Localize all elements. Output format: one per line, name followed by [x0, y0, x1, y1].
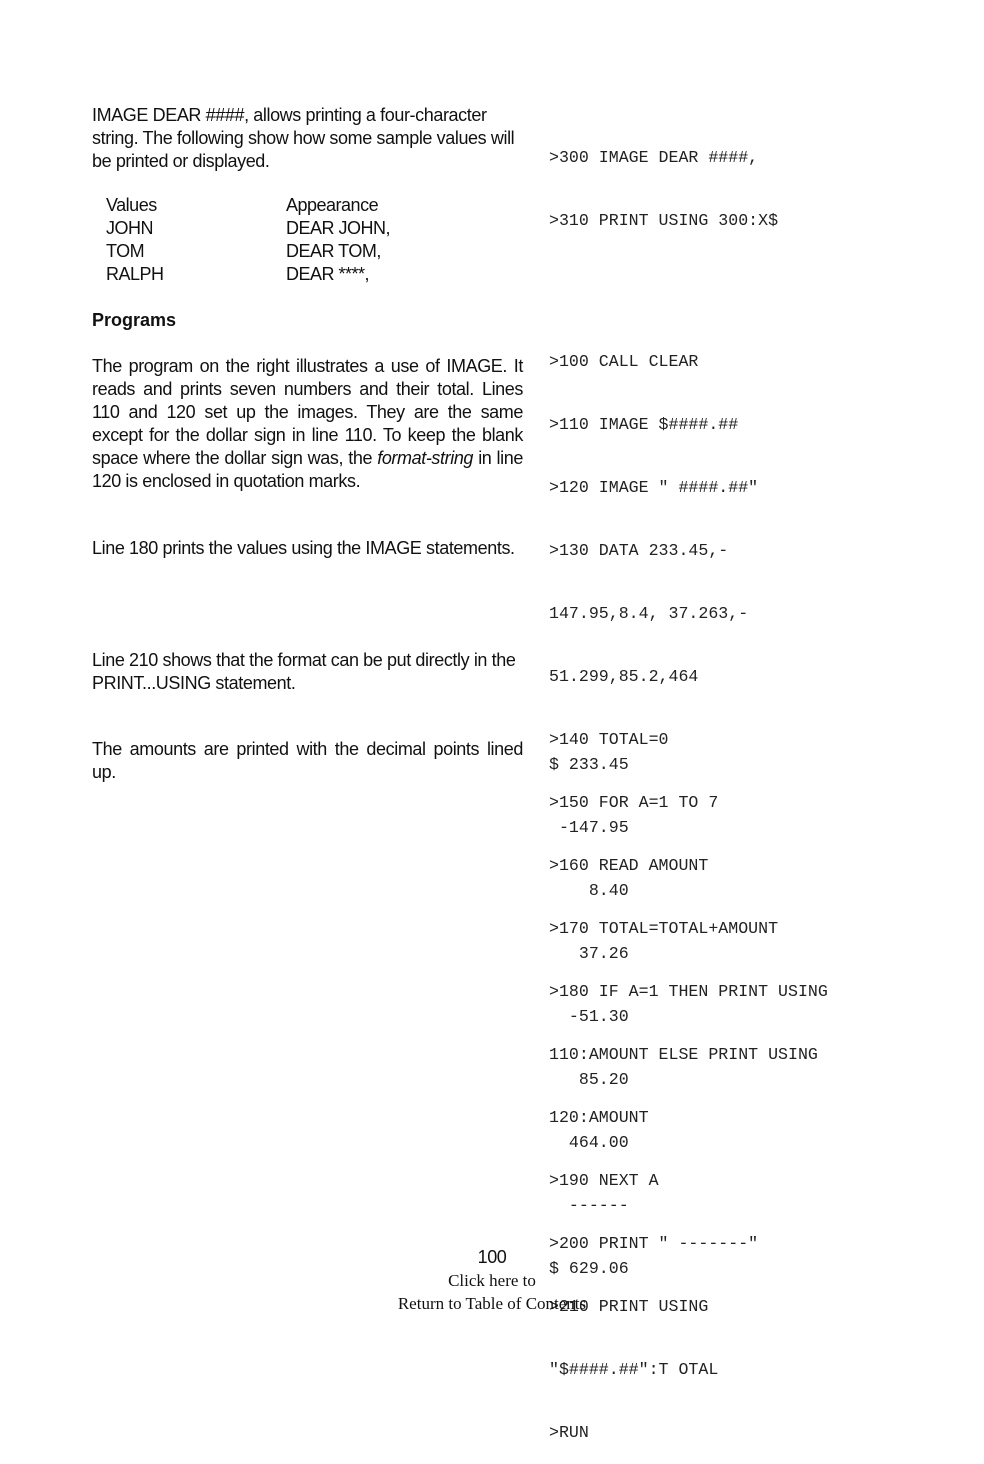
paragraph-text: in line 120 is enclosed in quotation marks.	[92, 448, 523, 491]
code-output	[549, 712, 629, 1300]
programs-paragraph-1	[92, 355, 523, 493]
code-line: >190 NEXT A	[549, 1171, 659, 1190]
value-cell: TOM	[106, 241, 145, 261]
appearance-cell: DEAR ****,	[286, 264, 370, 284]
link-text-line-2: Return to Table of Contents	[397, 1294, 587, 1313]
output-line: 8.40	[549, 881, 629, 900]
code-line: 120:AMOUNT	[549, 1108, 649, 1127]
output-line: 464.00	[549, 1133, 629, 1152]
programs-paragraph-3: Line 210 shows that the format can be put directly in the PRINT...USING statement.	[92, 650, 516, 693]
output-line: -51.30	[549, 1007, 629, 1026]
value-cell: JOHN	[106, 218, 153, 238]
value-cell: RALPH	[106, 264, 164, 284]
intro-paragraph: IMAGE DEAR ####, allows printing a four-character string. The following show how some sample values will be printed or displayed.	[92, 105, 515, 171]
table-row	[106, 217, 506, 240]
code-line: >110 IMAGE $####.##	[549, 415, 739, 434]
output-line: -147.95	[549, 818, 629, 837]
code-line: 51.299,85.2,464	[549, 667, 699, 686]
code-line: >140 TOTAL=0	[549, 730, 669, 749]
code-line: >310 PRINT USING 300:X$	[549, 211, 779, 230]
code-line: >RUN	[549, 1423, 589, 1442]
table-row	[106, 240, 506, 263]
return-to-toc-link[interactable]	[0, 1269, 984, 1315]
code-line: "$####.##":T OTAL	[549, 1360, 719, 1379]
output-line: 37.26	[549, 944, 629, 963]
values-header: Values	[106, 195, 157, 215]
output-line: ------	[549, 1196, 629, 1215]
code-line: >180 IF A=1 THEN PRINT USING	[549, 982, 828, 1001]
page-footer	[0, 1246, 984, 1315]
appearance-header: Appearance	[286, 195, 379, 215]
link-text-line-1: Click here to	[448, 1271, 536, 1290]
code-line: >160 READ AMOUNT	[549, 856, 709, 875]
code-line: >300 IMAGE DEAR ####,	[549, 148, 759, 167]
output-line: $ 629.06	[549, 1259, 629, 1278]
code-line: 147.95,8.4, 37.263,-	[549, 604, 749, 623]
output-line: 85.20	[549, 1070, 629, 1089]
programs-paragraph-4: The amounts are printed with the decimal points lined up.	[92, 739, 523, 782]
code-listing-image-example	[549, 105, 778, 252]
paragraph-text: The program on the right illustrates a use of IMAGE. It reads and prints seven numbers and their total. Lines 110 and 120 set up the images. They are the same except for the dollar sign in line 110. To keep the blank space where the dollar sign was, the	[92, 356, 523, 468]
code-line: >210 PRINT USING	[549, 1297, 709, 1316]
code-line: >120 IMAGE " ####.##"	[549, 478, 759, 497]
code-line: >170 TOTAL=TOTAL+AMOUNT	[549, 919, 779, 938]
programs-paragraph-2: Line 180 prints the values using the IMAGE statements.	[92, 538, 515, 558]
appearance-cell: DEAR TOM,	[286, 241, 381, 261]
table-row	[106, 263, 506, 286]
output-line: $ 233.45	[549, 755, 629, 774]
page-number: 100	[477, 1247, 507, 1267]
code-line: >130 DATA 233.45,-	[549, 541, 729, 560]
appearance-cell: DEAR JOHN,	[286, 218, 391, 238]
values-table-header	[106, 194, 506, 217]
code-line: 110:AMOUNT ELSE PRINT USING	[549, 1045, 818, 1064]
programs-heading: Programs	[92, 310, 177, 330]
code-line: >150 FOR A=1 TO 7	[549, 793, 719, 812]
code-line: >200 PRINT " -------"	[549, 1234, 759, 1253]
code-line: >100 CALL CLEAR	[549, 352, 699, 371]
format-string-term: format-string	[377, 448, 474, 468]
